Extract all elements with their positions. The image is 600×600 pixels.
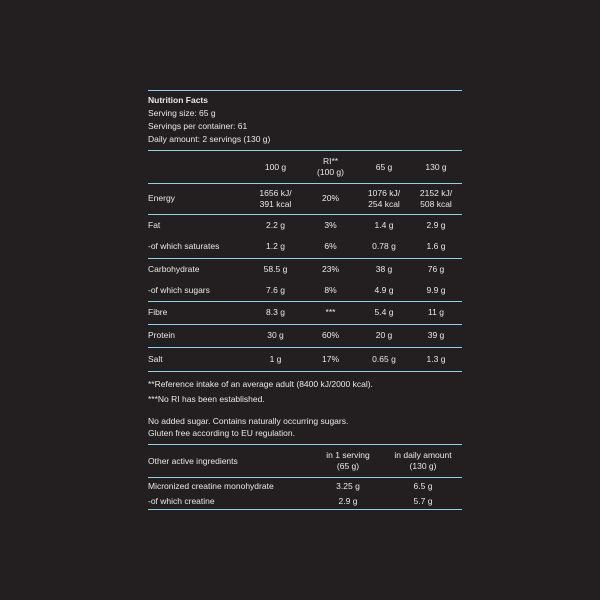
cell-65g: 0.65 g bbox=[358, 347, 410, 371]
cell-130g: 2.9 g bbox=[426, 219, 446, 230]
cell-100g: 7.6 g bbox=[248, 280, 303, 301]
servings-per-container: Servings per container: 61 bbox=[148, 121, 248, 131]
row-label: -of which creatine bbox=[148, 494, 312, 510]
row-label: Salt bbox=[148, 347, 248, 371]
cell-ri: 6% bbox=[303, 235, 358, 258]
serving-info bbox=[148, 91, 462, 146]
active-col-daily: in daily amount (130 g) bbox=[384, 445, 462, 478]
col-header-100g: 100 g bbox=[248, 151, 303, 183]
row-label: Fibre bbox=[148, 301, 248, 324]
cell-ri: 8% bbox=[303, 280, 358, 301]
cell-65g: 4.9 g bbox=[358, 280, 410, 301]
cell-100g: 8.3 g bbox=[248, 301, 303, 324]
table-row-energy bbox=[148, 183, 462, 214]
row-label: Energy bbox=[148, 183, 248, 214]
active-header-row bbox=[148, 445, 462, 478]
table-row-carbohydrate bbox=[148, 258, 462, 280]
active-row-creatine-monohydrate bbox=[148, 478, 462, 494]
row-label: Micronized creatine monohydrate bbox=[148, 480, 274, 491]
col-header-65g: 65 g bbox=[358, 151, 410, 183]
col-header-130g: 130 g bbox=[410, 151, 462, 183]
cell-serving: 3.25 g bbox=[336, 480, 360, 491]
cell-ri: 17% bbox=[303, 347, 358, 371]
cell-130g: 1.3 g bbox=[410, 347, 462, 371]
cell-ri: 60% bbox=[303, 324, 358, 347]
cell-130g: 9.9 g bbox=[410, 280, 462, 301]
cell-100g: 1.2 g bbox=[248, 235, 303, 258]
note-gluten-free: Gluten free according to EU regulation. bbox=[148, 427, 295, 438]
label-title: Nutrition Facts bbox=[148, 95, 208, 105]
claims-notes bbox=[148, 415, 462, 439]
cell-100g: 1656 kJ/ 391 kcal bbox=[248, 183, 303, 214]
note-no-added-sugar: No added sugar. Contains naturally occurring sugars. bbox=[148, 415, 349, 426]
cell-65g: 0.78 g bbox=[358, 235, 410, 258]
table-row-saturates bbox=[148, 235, 462, 258]
active-col-serving: in 1 serving (65 g) bbox=[312, 445, 384, 478]
row-label: -of which saturates bbox=[148, 235, 248, 258]
active-header-label: Other active ingredients bbox=[148, 445, 312, 478]
cell-serving: 2.9 g bbox=[312, 494, 384, 510]
cell-130g: 1.6 g bbox=[410, 235, 462, 258]
row-label: Protein bbox=[148, 324, 248, 347]
cell-130g: 11 g bbox=[410, 301, 462, 324]
row-label: Fat bbox=[148, 219, 161, 230]
cell-ri: *** bbox=[303, 301, 358, 324]
serving-size: Serving size: 65 g bbox=[148, 108, 216, 118]
column-header-row bbox=[148, 151, 462, 183]
footnote-no-ri: ***No RI has been established. bbox=[148, 393, 265, 404]
cell-100g: 58.5 g bbox=[263, 264, 288, 274]
cell-65g: 5.4 g bbox=[358, 301, 410, 324]
cell-130g: 76 g bbox=[427, 264, 445, 274]
table-row-salt bbox=[148, 347, 462, 371]
footnote-ri: **Reference intake of an average adult (8400 kJ/2000 kcal). bbox=[148, 378, 373, 389]
table-row-sugars bbox=[148, 280, 462, 301]
cell-daily: 5.7 g bbox=[384, 494, 462, 510]
cell-100g: 1 g bbox=[248, 347, 303, 371]
ri-footnotes bbox=[148, 378, 462, 405]
cell-ri: 23% bbox=[321, 264, 339, 274]
cell-65g: 38 g bbox=[375, 264, 393, 274]
cell-ri: 3% bbox=[324, 219, 337, 230]
row-label: -of which sugars bbox=[148, 280, 248, 301]
nutrition-label bbox=[148, 90, 462, 510]
daily-amount: Daily amount: 2 servings (130 g) bbox=[148, 134, 271, 144]
cell-130g: 39 g bbox=[410, 324, 462, 347]
cell-65g: 1.4 g bbox=[374, 219, 394, 230]
cell-ri: 20% bbox=[303, 183, 358, 214]
cell-65g: 1076 kJ/ 254 kcal bbox=[358, 183, 410, 214]
cell-100g: 30 g bbox=[248, 324, 303, 347]
row-label: Carbohydrate bbox=[148, 264, 200, 274]
table-row-protein bbox=[148, 324, 462, 347]
cell-daily: 6.5 g bbox=[413, 480, 433, 491]
table-row-fibre bbox=[148, 301, 462, 324]
cell-100g: 2.2 g bbox=[266, 219, 285, 230]
active-row-creatine bbox=[148, 494, 462, 510]
active-ingredients-table bbox=[148, 445, 462, 511]
cell-130g: 2152 kJ/ 508 kcal bbox=[410, 183, 462, 214]
cell-65g: 20 g bbox=[358, 324, 410, 347]
table-row-fat bbox=[148, 214, 462, 235]
nutrition-table bbox=[148, 151, 462, 372]
col-header-ri: RI** (100 g) bbox=[303, 151, 358, 183]
